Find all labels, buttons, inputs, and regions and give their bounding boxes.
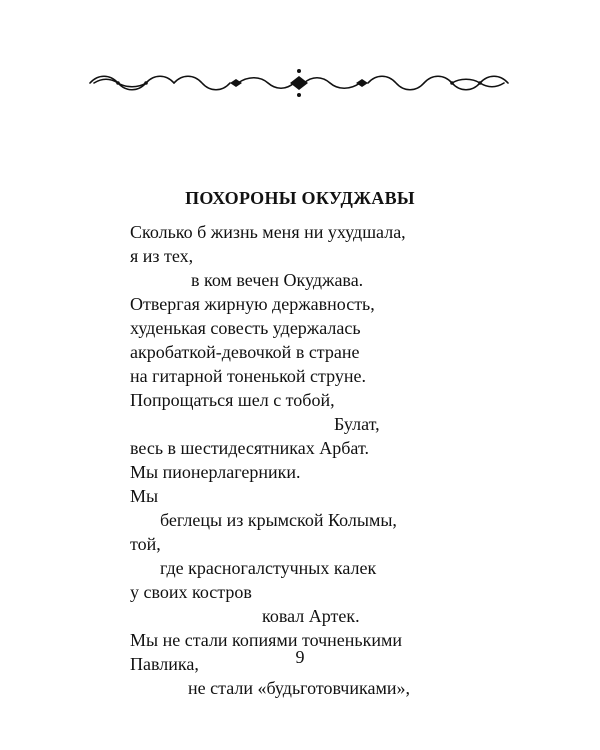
poem-line: акробаткой-девочкой в стране bbox=[130, 342, 360, 362]
poem-line: той, bbox=[130, 534, 161, 554]
page-number: 9 bbox=[295, 647, 305, 667]
poem-line: у своих костров bbox=[130, 582, 252, 602]
poem-line: в ком вечен Окуджава. bbox=[191, 270, 364, 290]
poem-line: Булат, bbox=[334, 414, 380, 434]
poem-line: Павлика, bbox=[130, 654, 199, 674]
poem-line: Мы не стали копиями точненькими bbox=[130, 630, 403, 650]
poem-line: Отвергая жирную державность, bbox=[130, 294, 375, 314]
poem-line: беглецы из крымской Колымы, bbox=[160, 510, 397, 530]
poem-line: Сколько б жизнь меня ни ухудшала, bbox=[130, 222, 406, 242]
poem-line: Мы bbox=[130, 486, 159, 506]
poem-line: худенькая совесть удержалась bbox=[130, 318, 361, 338]
decorative-ornament-divider bbox=[88, 68, 510, 98]
poem-line: Попрощаться шел с тобой, bbox=[130, 390, 335, 410]
poem-line: ковал Артек. bbox=[262, 606, 360, 626]
poem-line: где красногалстучных калек bbox=[160, 558, 377, 578]
poem-line: не стали «будьготовчиками», bbox=[188, 678, 410, 698]
poem-line: я из тех, bbox=[130, 246, 194, 266]
poem-line: весь в шестидесятниках Арбат. bbox=[130, 438, 369, 458]
poem-line: Мы пионерлагерники. bbox=[130, 462, 301, 482]
poem-line: на гитарной тоненькой струне. bbox=[130, 366, 366, 386]
poem-title: ПОХОРОНЫ ОКУДЖАВЫ bbox=[185, 188, 415, 208]
